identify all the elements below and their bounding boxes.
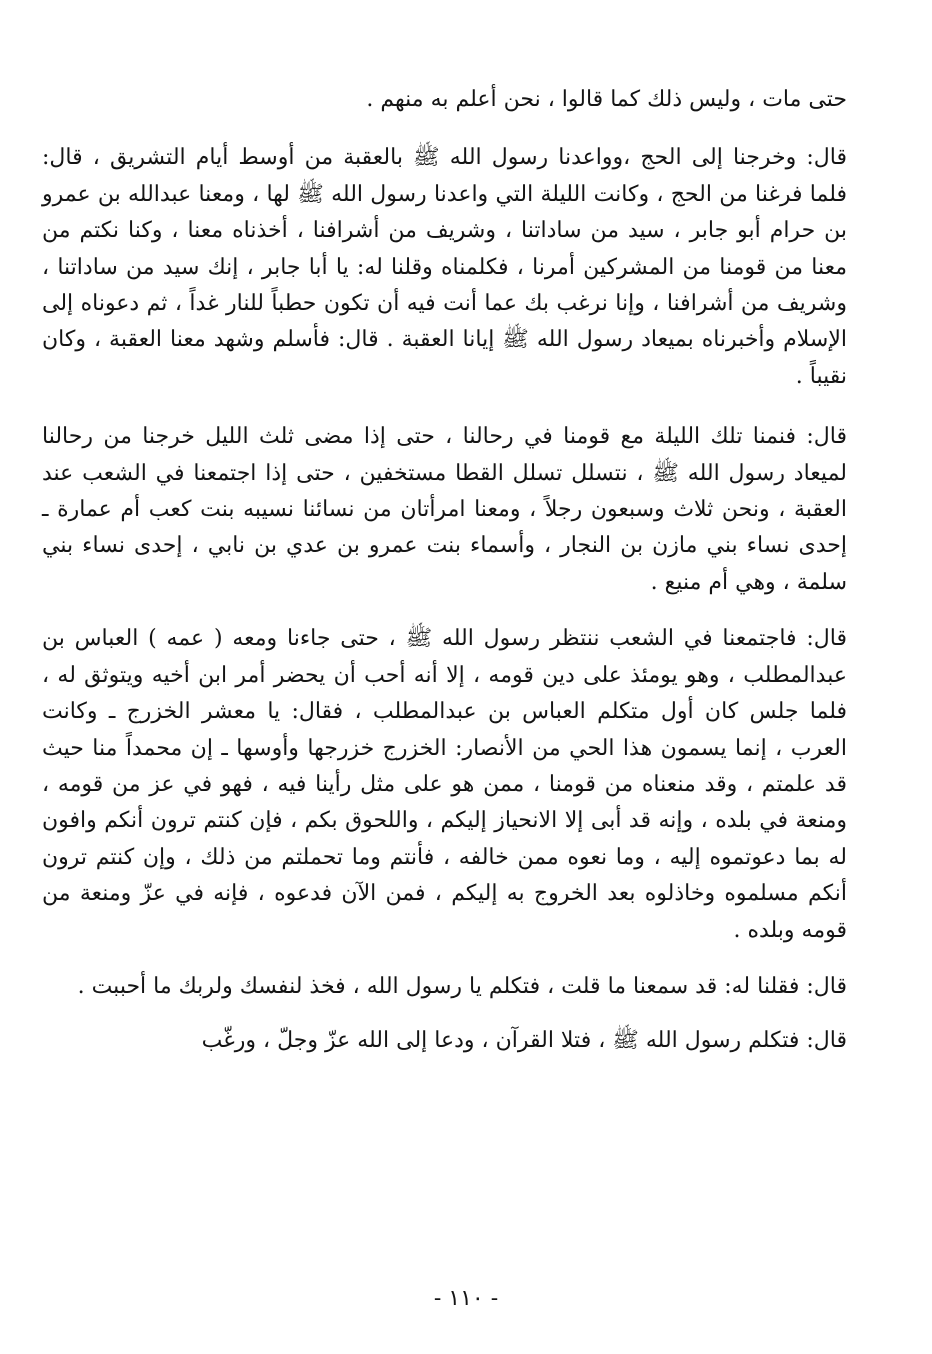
- paragraph-3: قال: فنمنا تلك الليلة مع قومنا في رحالنا ، حتى إذا مضى ثلث الليل خرجنا من رحالنا لميعاد رسول الله ﷺ ، نتسلل تسلل القطا مستخفين ، حتى إذا اجتمعنا في الشعب عند العقبة ، ونحن ثلاث وسبعون رجلاً ، ومعنا امرأتان من نسائنا نسيبه بنت كعب أم عمارة ـ إحدى نساء بني مازن بن النجار ، وأسماء بنت عمرو بن عدي بن نابي ، إحدى نساء بني سلمة ، وهي أم منيع .: [42, 424, 847, 595]
- paragraph-1: حتى مات ، وليس ذلك كما قالوا ، نحن أعلم به منهم .: [366, 87, 847, 112]
- paragraph-5: قال: فقلنا له: قد سمعنا ما قلت ، فتكلم يا رسول الله ، فخذ لنفسك ولربك ما أحببت .: [77, 973, 847, 999]
- paragraph-4: قال: فاجتمعنا في الشعب ننتظر رسول الله ﷺ ، حتى جاءنا ومعه ( عمه ) العباس بن عبدالمطلب ، وهو يومئذ على دين قومه ، إلا أنه أحب أن يحضر أمر ابن أخيه ويتوثق له ، فلما جلس كان أول متكلم العباس بن عبدالمطلب ، فقال: يا معشر الخزرج ـ وكانت العرب ، إنما يسمون هذا الحي من الأنصار: الخزرج خزرجها وأوسها ـ إن محمداً منا حيث قد علمتم ، وقد منعناه من قومنا ، ممن هو على مثل رأينا فيه ، فهو في عز من قومه ، ومنعة في بلده ، وإنه قد أبى إلا الانحياز إليكم ، واللحوق بكم ، فإن كنتم ترون أنكم وافون له بما دعوتموه إليه ، وما نعوه ممن خالفه ، فأنتم وما تحملتم من ذلك ، وإن كنتم ترون أنكم مسلموه وخاذلوه بعد الخروج به إليكم ، فمن الآن فدعوه ، فإنه في عزّ ومنعة من قومه وبلده .: [42, 626, 847, 943]
- page-body: [42, 82, 847, 1060]
- paragraph-6: قال: فتكلم رسول الله ﷺ ، فتلا القرآن ، ودعا إلى الله عزّ وجلّ ، ورغّب: [201, 1028, 847, 1054]
- paragraph-2: قال: وخرجنا إلى الحج ،وواعدنا رسول الله ﷺ بالعقبة من أوسط أيام التشريق ، قال: فلما فرغنا من الحج ، وكانت الليلة التي واعدنا رسول الله ﷺ لها ، ومعنا عبدالله بن عمرو بن حرام أبو جابر ، سيد من ساداتنا ، وشريف من أشرافنا ، أخذناه معنا ، وكنا نكتم من معنا من قومنا من المشركين أمرنا ، فكلمناه وقلنا له: يا أبا جابر ، إنك سيد من ساداتنا ، وشريف من أشرافنا ، وإنا نرغب بك عما أنت فيه أن تكون حطباً للنار غداً ، ثم دعوناه إلى الإسلام وأخبرناه بميعاد رسول الله ﷺ إيانا العقبة . قال: فأسلم وشهد معنا العقبة ، وكان نقيباً .: [42, 145, 847, 389]
- page-number: - ١١٠ -: [433, 1286, 499, 1311]
